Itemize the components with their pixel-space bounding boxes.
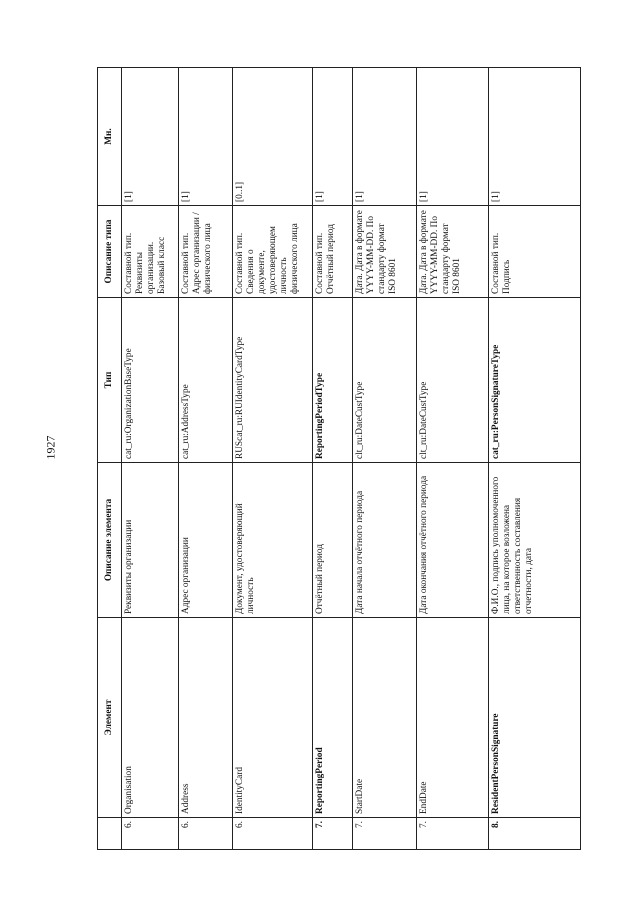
element-name: Address: [179, 618, 233, 818]
type-description: Составной тип. Адрес организации / физического лица: [179, 206, 233, 298]
multiplicity: [0..1]: [233, 68, 313, 206]
row-number: 7.: [353, 818, 417, 850]
row-number: 8.: [489, 818, 581, 850]
element-description: Дата начала отчётного периода: [353, 463, 417, 618]
table-header-row: [98, 68, 122, 850]
element-name: ReportingPeriod: [313, 618, 353, 818]
multiplicity: [1]: [353, 68, 417, 206]
column-header-element-description: Описание элемента: [98, 463, 122, 618]
row-number: 7.: [313, 818, 353, 850]
type-description: Составной тип. Реквизиты организации. Базовый класс: [122, 206, 179, 298]
type-name: cat_ru:OrganizationBaseType: [122, 298, 179, 463]
element-description: Ф.И.О., подпись уполномоченного лица, на которое возложена ответственность составления отчетности, дата: [489, 463, 581, 618]
multiplicity: [1]: [417, 68, 489, 206]
element-description: Адрес организации: [179, 463, 233, 618]
column-header-element: Элемент: [98, 618, 122, 818]
table-row: [233, 68, 313, 850]
row-number: 6.: [122, 818, 179, 850]
table-row: [353, 68, 417, 850]
element-description: Дата окончания отчётного периода: [417, 463, 489, 618]
table-row: [313, 68, 353, 850]
element-name: StartDate: [353, 618, 417, 818]
type-name: clt_ru:DateCustType: [417, 298, 489, 463]
table-row: [489, 68, 581, 850]
type-description: Составной тип. Отчётный период: [313, 206, 353, 298]
element-name: IdentityCard: [233, 618, 313, 818]
type-name: cat_ru:AddressType: [179, 298, 233, 463]
table-row: [122, 68, 179, 850]
page-number: 1927: [43, 435, 58, 460]
type-description: Дата. Дата в формате YYYY-MM-DD. По стандарту формат ISO 8601: [417, 206, 489, 298]
type-name: cat_ru:PersonSignatureType: [489, 298, 581, 463]
multiplicity: [1]: [489, 68, 581, 206]
type-name: RUScat_ru:RUIdentityCardType: [233, 298, 313, 463]
column-header-multiplicity: Мн.: [98, 68, 122, 206]
type-description: Составной тип. Сведения о документе, удостоверяющем личность физического лица: [233, 206, 313, 298]
element-description: Реквизиты организации: [122, 463, 179, 618]
element-name: EndDate: [417, 618, 489, 818]
row-number: 6.: [179, 818, 233, 850]
row-number: 6.: [233, 818, 313, 850]
column-header-type-description: Описание типа: [98, 206, 122, 298]
rotated-table-inner: [97, 68, 580, 850]
type-description: Составной тип. Подпись: [489, 206, 581, 298]
multiplicity: [1]: [179, 68, 233, 206]
multiplicity: [1]: [122, 68, 179, 206]
table-row: [179, 68, 233, 850]
type-description: Дата. Дата в формате YYYY-MM-DD. По стандарту формат ISO 8601: [353, 206, 417, 298]
table-row: [417, 68, 489, 850]
element-name: ResidentPersonSignature: [489, 618, 581, 818]
column-header-type: Тип: [98, 298, 122, 463]
element-description: Документ, удостоверяющий личность: [233, 463, 313, 618]
type-name: ReportingPeriodType: [313, 298, 353, 463]
type-name: clt_ru:DateCustType: [353, 298, 417, 463]
row-number: 7.: [417, 818, 489, 850]
multiplicity: [1]: [313, 68, 353, 206]
column-header-number: [98, 818, 122, 850]
element-name: Organisation: [122, 618, 179, 818]
schema-table: [97, 67, 581, 850]
element-description: Отчётный период: [313, 463, 353, 618]
